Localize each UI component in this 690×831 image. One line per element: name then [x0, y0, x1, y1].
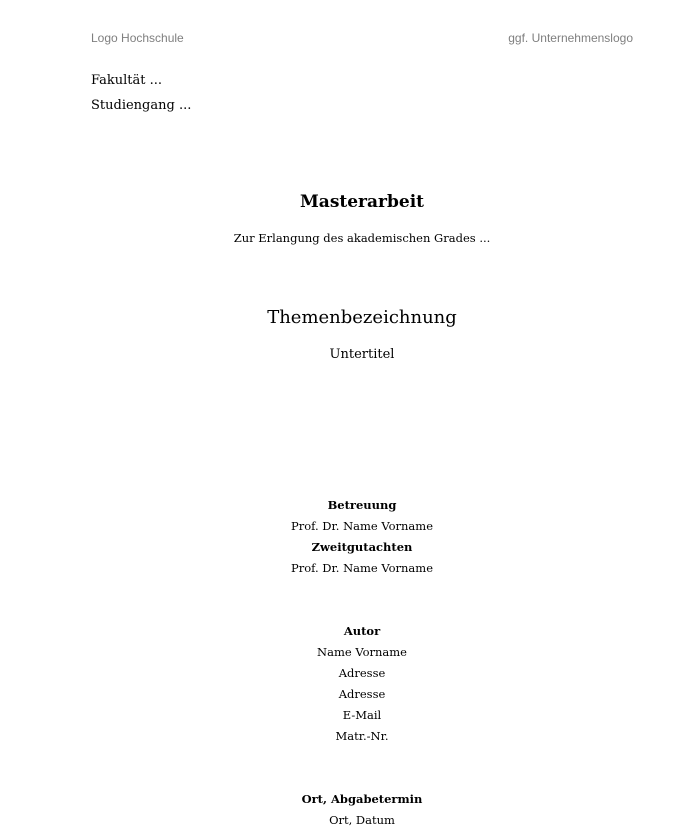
thesis-type-title: Masterarbeit	[299, 192, 424, 212]
supervision-block	[0, 495, 690, 579]
author-address-1: Adresse	[338, 666, 386, 680]
submission-label: Ort, Abgabetermin	[301, 792, 423, 806]
author-address-2: Adresse	[338, 687, 386, 701]
degree-text: Zur Erlangung des akademischen Grades ...	[233, 231, 491, 245]
author-block	[0, 621, 690, 747]
company-logo-placeholder: ggf. Unternehmenslogo	[508, 31, 633, 45]
second-reviewer-label: Zweitgutachten	[311, 540, 413, 554]
supervisor-label: Betreuung	[327, 498, 397, 512]
author-label: Autor	[343, 624, 381, 638]
submission-value: Ort, Datum	[329, 813, 395, 827]
faculty-line: Fakultät ...	[91, 73, 163, 88]
subtitle: Untertitel	[329, 347, 395, 362]
author-matriculation-number: Matr.-Nr.	[335, 729, 389, 743]
topic-title: Themenbezeichnung	[267, 307, 457, 328]
study-program-line: Studiengang ...	[91, 98, 192, 113]
university-logo-placeholder: Logo Hochschule	[91, 31, 184, 45]
author-email: E-Mail	[342, 708, 382, 722]
submission-block	[0, 789, 690, 831]
supervisor-name: Prof. Dr. Name Vorname	[290, 519, 433, 533]
second-reviewer-name: Prof. Dr. Name Vorname	[290, 561, 433, 575]
author-name: Name Vorname	[317, 645, 407, 659]
